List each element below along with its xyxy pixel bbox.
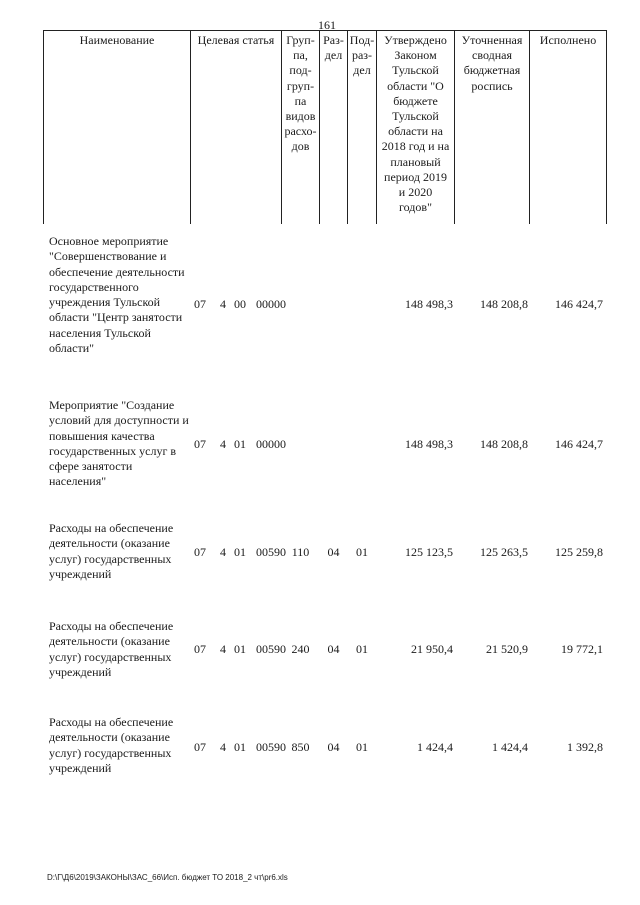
code-event: 01	[234, 437, 246, 451]
header-revised: Уточненная сводная бюджетная роспись	[461, 33, 523, 93]
code-event: 01	[234, 642, 246, 656]
subsection-value: 01	[356, 642, 368, 656]
executed-value: 1 392,8	[567, 740, 603, 754]
code-direction: 00000	[256, 437, 286, 451]
file-path-footer: D:\Г\Д6\2019\ЗАКОНЫ\ЗАС_66\Исп. бюджет ТО 2018_2 чт\pr6.xls	[47, 873, 288, 882]
approved-value: 148 498,3	[405, 437, 453, 451]
code-subprogram: 4	[220, 545, 226, 559]
code-subprogram: 4	[220, 642, 226, 656]
code-subprogram: 4	[220, 297, 226, 311]
code-direction: 00590	[256, 740, 286, 754]
section-value: 04	[327, 642, 340, 656]
revised-value: 148 208,8	[480, 437, 528, 451]
approved-value: 21 950,4	[411, 642, 453, 656]
header-group: Груп- па, под- груп- па видов расхо- дов	[284, 33, 317, 154]
column-divider	[606, 30, 607, 224]
code-subprogram: 4	[220, 740, 226, 754]
code-event: 01	[234, 740, 246, 754]
executed-value: 146 424,7	[555, 297, 603, 311]
section-value: 04	[327, 545, 340, 559]
row-name: Расходы на обеспечение деятельности (оказание услуг) государственных учреждений	[49, 715, 174, 775]
code-program: 07	[194, 545, 206, 559]
approved-value: 148 498,3	[405, 297, 453, 311]
approved-value: 1 424,4	[417, 740, 453, 754]
subsection-value: 01	[356, 740, 368, 754]
code-program: 07	[194, 740, 206, 754]
revised-value: 1 424,4	[492, 740, 528, 754]
page-number: 161	[318, 18, 336, 32]
header-name: Наименование	[79, 33, 155, 47]
code-direction: 00000	[256, 297, 286, 311]
code-direction: 00590	[256, 545, 286, 559]
column-divider	[529, 30, 530, 224]
executed-value: 19 772,1	[561, 642, 603, 656]
header-section: Раз- дел	[323, 33, 344, 63]
revised-value: 125 263,5	[480, 545, 528, 559]
header-subsection: Под- раз- дел	[349, 33, 375, 78]
code-program: 07	[194, 437, 206, 451]
header-target: Целевая статья	[197, 33, 275, 47]
executed-value: 125 259,8	[555, 545, 603, 559]
approved-value: 125 123,5	[405, 545, 453, 559]
row-name: Мероприятие "Создание условий для доступности и повышения качества государственных услуг в сфере занятости населения"	[49, 398, 189, 489]
code-event: 00	[234, 297, 246, 311]
revised-value: 148 208,8	[480, 297, 528, 311]
subsection-value: 01	[356, 545, 368, 559]
row-name: Расходы на обеспечение деятельности (оказание услуг) государственных учреждений	[49, 521, 174, 581]
revised-value: 21 520,9	[486, 642, 528, 656]
row-name: Основное мероприятие "Совершенствование и обеспечение деятельности государственного учреждения Тульской области "Центр занятости населения Тульской области"	[49, 234, 185, 356]
executed-value: 146 424,7	[555, 437, 603, 451]
header-approved: Утверждено Законом Тульской области "О бюджете Тульской области на 2018 год и на плановый период 2019 и 2020 годов"	[381, 33, 450, 215]
header-executed: Исполнено	[539, 33, 597, 47]
section-value: 04	[327, 740, 340, 754]
group-value: 240	[291, 642, 310, 656]
code-program: 07	[194, 297, 206, 311]
code-direction: 00590	[256, 642, 286, 656]
column-divider	[190, 30, 191, 224]
code-event: 01	[234, 545, 246, 559]
code-program: 07	[194, 642, 206, 656]
column-divider	[43, 30, 44, 224]
group-value: 850	[291, 740, 310, 754]
code-subprogram: 4	[220, 437, 226, 451]
row-name: Расходы на обеспечение деятельности (оказание услуг) государственных учреждений	[49, 619, 174, 679]
group-value: 110	[291, 545, 310, 559]
